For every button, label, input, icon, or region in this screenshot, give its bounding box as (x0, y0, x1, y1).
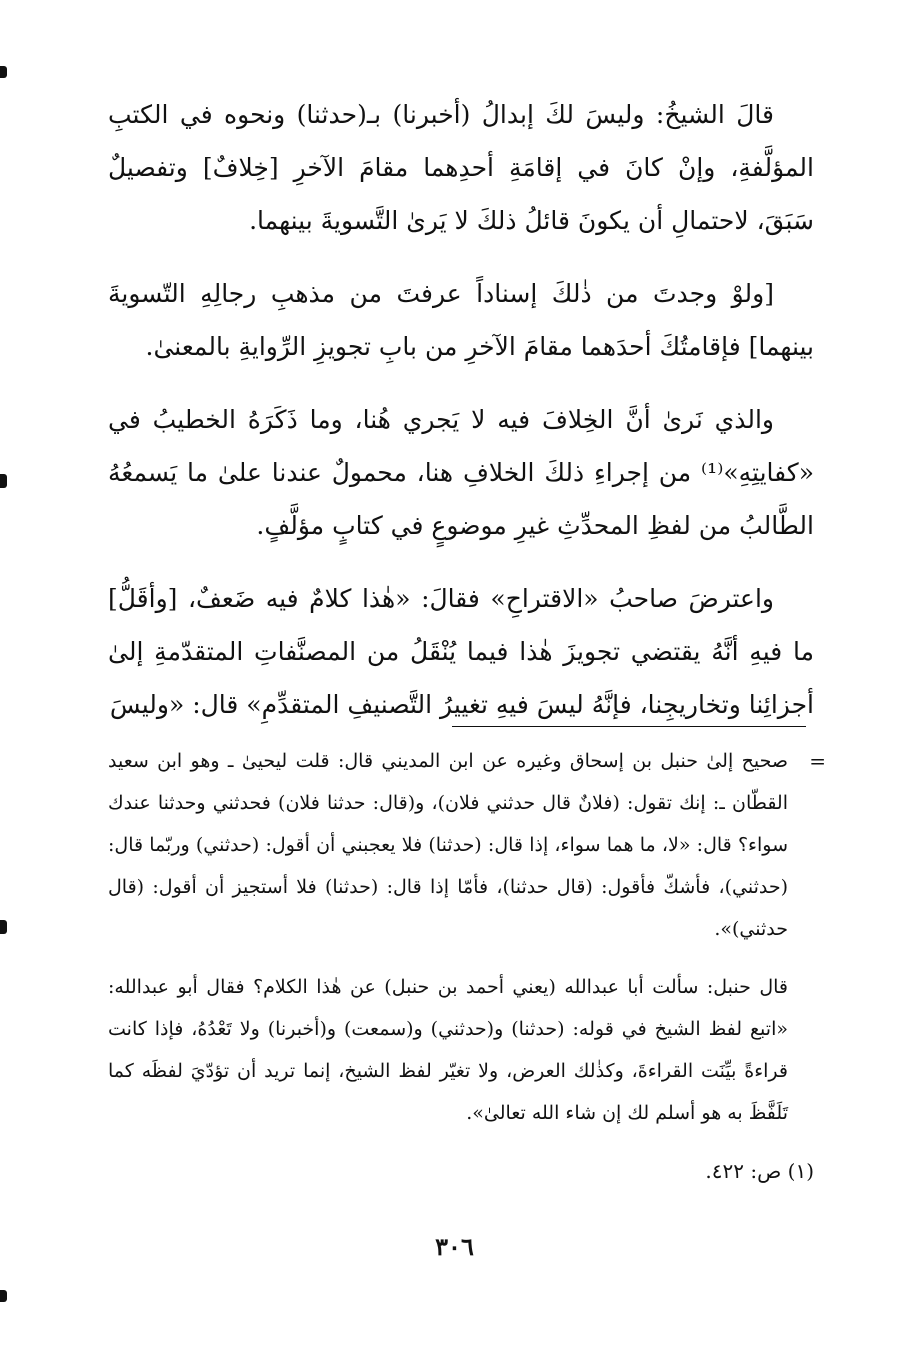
footnotes (108, 740, 826, 1192)
scan-edge-mark (0, 66, 7, 78)
scan-edge-mark (0, 474, 7, 488)
footnote-separator (452, 726, 806, 727)
continuation-mark: = (809, 749, 826, 773)
footnote-continuation (108, 740, 826, 950)
footnote-reference: (١) ص: ٤٢٢. (705, 1159, 814, 1183)
main-text (108, 88, 814, 751)
scan-edge-mark (0, 920, 7, 934)
page-number: ٣٠٦ (435, 1232, 474, 1261)
body-paragraph: قالَ الشيخُ: وليسَ لكَ إبدالُ (أخبرنا) بـ(حدثنا) ونحوه في الكتبِ المؤلَّفةِ، وإنْ كانَ في إقامَةِ أحدِهما مقامَ الآخرِ [خِلافٌ] وتفصيلٌ سَبَقَ، لاحتمالِ أن يكونَ قائلُ ذلكَ لا يَرىٰ التَّسويةَ بينهما. (108, 100, 814, 235)
footnote-continuation-text: صحيح إلىٰ حنبل بن إسحاق وغيره عن ابن المديني قال: قلت ليحيىٰ ـ وهو ابن سعيد القطّان ـ: إنك تقول: (فلانٌ قال حدثني فلان)، و(قال: حدثنا فلان) فحدثني وحدثنا عندك سواء؟ قال: «لا، ما هما سواء، إذا قال: (حدثنا) فلا يعجبني أن أقول: (حدثني) وربّما قال: (حدثني)، فأشكّ فأقول: (قال حدثنا)، فأمّا إذا قال: (حدثنا) فلا أستجيز أن أقول: (قال حدثني)». (108, 750, 788, 940)
body-paragraph: والذي نَرىٰ أنَّ الخِلافَ فيه لا يَجري هُنا، وما ذَكَرَهُ الخطيبُ في «كفايتِهِ»⁽¹⁾ من إجراءِ ذلكَ الخلافِ هنا، محمولٌ عندنا علىٰ ما يَسمعُهُ الطَّالبُ من لفظِ المحدِّثِ غيرِ موضوعٍ في كتابٍ مؤلَّفٍ. (108, 405, 814, 540)
scan-edge-mark (0, 1290, 7, 1302)
body-paragraph: [ولوْ وجدتَ من ذٰلكَ إسناداً عرفتَ من مذهبِ رجالِهِ التّسويةَ بينهما] فإقامتُكَ أحدَهما مقامَ الآخرِ من بابِ تجويزِ الرِّوايةِ بالمعنىٰ. (108, 279, 814, 361)
body-paragraph: واعترضَ صاحبُ «الاقتراحِ» فقالَ: «هٰذا كلامٌ فيه ضَعفٌ، [وأقَلُّ] ما فيهِ أنَّهُ يقتضي تجويزَ هٰذا فيما يُنْقَلُ من المصنَّفاتِ المتقدّمةِ إلىٰ أجزائِنا وتخاريجِنا، فإنَّهُ ليسَ فيهِ تغييرُ التَّصنيفِ المتقدِّمِ» قال: «وليسَ (108, 584, 814, 719)
footnote-paragraph: قال حنبل: سألت أبا عبدالله (يعني أحمد بن حنبل) عن هٰذا الكلام؟ فقال أبو عبدالله: «اتبع لفظ الشيخ في قوله: (حدثنا) و(حدثني) و(سمعت) و(أخبرنا) ولا تَعْدُهُ، فإذا كانت قراءةً بيِّنَت القراءةَ، وكذٰلك العرض، ولا تغيّر لفظ الشيخ، إنما تريد أن تؤدّيَ لفظَه كما تَلَفَّظَ به هو أسلم لك إن شاء الله تعالىٰ». (108, 976, 788, 1124)
